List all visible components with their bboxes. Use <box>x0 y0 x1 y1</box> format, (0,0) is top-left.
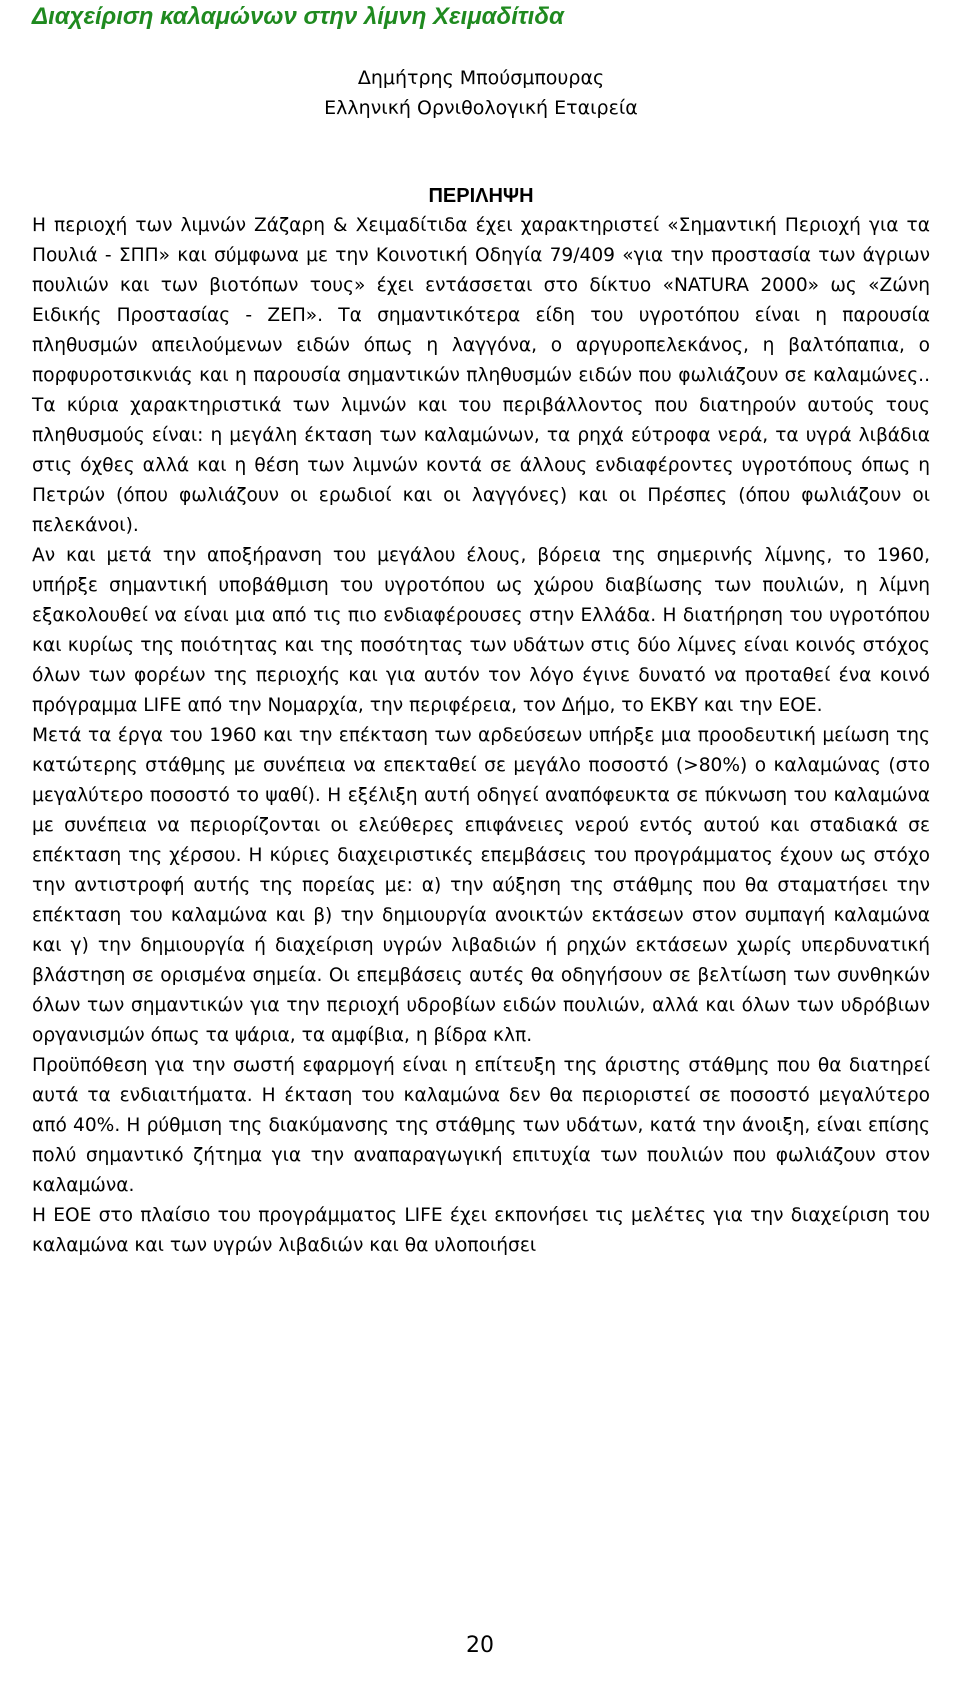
abstract-paragraph-4: Προϋπόθεση για την σωστή εφαρμογή είναι η επίτευξη της άριστης στάθμης που θα διατηρεί αυτά τα ενδιαιτήματα. Η έκταση του καλαμώνα δεν θα περιοριστεί σε ποσοστό μεγαλύτερο από 40%. Η ρύθμιση της διακύμανσης της στάθμης των υδάτων, κατά την άνοιξη, είναι επίσης πολύ σημαντικό ζήτημα για την αναπαραγωγική επιτυχία των πουλιών που φωλιάζουν στον καλαμώνα. <box>32 1055 930 1196</box>
abstract-paragraph-5: Η ΕΟΕ στο πλαίσιο του προγράμματος LIFE έχει εκπονήσει τις μελέτες για την διαχείριση του καλαμώνα και των υγρών λιβαδιών και θα υλοποιήσει <box>32 1205 930 1256</box>
abstract-paragraph-3: Μετά τα έργα του 1960 και την επέκταση των αρδεύσεων υπήρξε μια προοδευτική μείωση της κατώτερης στάθμης με συνέπεια να επεκταθεί σε μεγάλο ποσοστό (>80%) ο καλαμώνας (στο μεγαλύτερο ποσοστό το ψαθί). Η εξέλιξη αυτή οδηγεί αναπόφευκτα σε πύκνωση του καλαμώνα με συνέπεια να περιορίζονται οι ελεύθερες επιφάνειες νερού εντός αυτού και σταδιακά σε επέκταση της χέρσου. Η κύριες διαχειριστικές επεμβάσεις του προγράμματος έχουν ως στόχο την αντιστροφή αυτής της πορείας με: α) την αύξηση της στάθμης που θα σταματήσει την επέκταση του καλαμώνα και β) την δημιουργία ανοικτών εκτάσεων στον συμπαγή καλαμώνα και γ) την δημιουργία ή διαχείριση υγρών λιβαδιών ή ρηχών εκτάσεων χωρίς υπερδυνατική βλάστηση σε ορισμένα σημεία. Οι επεμβάσεις αυτές θα οδηγήσουν σε βελτίωση των συνθηκών όλων των σημαντικών για την περιοχή υδροβίων ειδών πουλιών, αλλά και όλων των υδρόβιων οργανισμών όπως τα ψάρια, τα αμφίβια, η βίδρα κλπ. <box>32 725 930 1046</box>
abstract-paragraph-2: Αν και μετά την αποξήρανση του μεγάλου έλους, βόρεια της σημερινής λίμνης, το 1960, υπήρξε σημαντική υποβάθμιση του υγροτόπου ως χώρου διαβίωσης των πουλιών, η λίμνη εξακολουθεί να είναι μια από τις πιο ενδιαφέρουσες στην Ελλάδα. Η διατήρηση του υγροτόπου και κυρίως της ποιότητας και της ποσότητας των υδάτων στις δύο λίμνες είναι κοινός στόχος όλων των φορέων της περιοχής και για αυτόν τον λόγο έγινε δυνατό να προταθεί ένα κοινό πρόγραμμα LIFE από την Νομαρχία, την περιφέρεια, τον Δήμο, το ΕΚΒΥ και την ΕΟΕ. <box>32 545 930 716</box>
page-number: 20 <box>466 1633 494 1658</box>
author-affiliation: Ελληνική Ορνιθολογική Εταιρεία <box>324 97 638 119</box>
abstract-heading: ΠΕΡΙΛΗΨΗ <box>428 185 534 207</box>
author-name: Δημήτρης Μπούσμπουρας <box>357 67 605 89</box>
page-title: Διαχείριση καλαμώνων στην λίμνη Χειμαδίτιδα <box>32 3 564 30</box>
abstract-paragraph-1: Η περιοχή των λιμνών Ζάζαρη & Χειμαδίτιδα έχει χαρακτηριστεί «Σημαντική Περιοχή για τα Πουλιά - ΣΠΠ» και σύμφωνα με την Κοινοτική Οδηγία 79/409 «για την προστασία των άγριων πουλιών και των βιοτόπων τους» έχει εντάσσεται στο δίκτυο «NATURA 2000» ως «Ζώνη Ειδικής Προστασίας - ΖΕΠ». Τα σημαντικότερα είδη του υγροτόπου είναι η παρουσία πληθυσμών απειλούμενων ειδών όπως η λαγγόνα, ο αργυροπελεκάνος, η βαλτόπαπια, ο πορφυροτσικνιάς και η παρουσία σημαντικών πληθυσμών ειδών που φωλιάζουν σε καλαμώνες.. Τα κύρια χαρακτηριστικά των λιμνών και του περιβάλλοντος που διατηρούν αυτούς τους πληθυσμούς είναι: η μεγάλη έκταση των καλαμώνων, τα ρηχά εύτροφα νερά, τα υγρά λιβάδια στις όχθες αλλά και η θέση των λιμνών κοντά σε άλλους ενδιαφέροντες υγροτόπους όπως η Πετρών (όπου φωλιάζουν οι ερωδιοί και οι λαγγόνες) και οι Πρέσπες (όπου φωλιάζουν οι πελεκάνοι). <box>32 215 930 536</box>
